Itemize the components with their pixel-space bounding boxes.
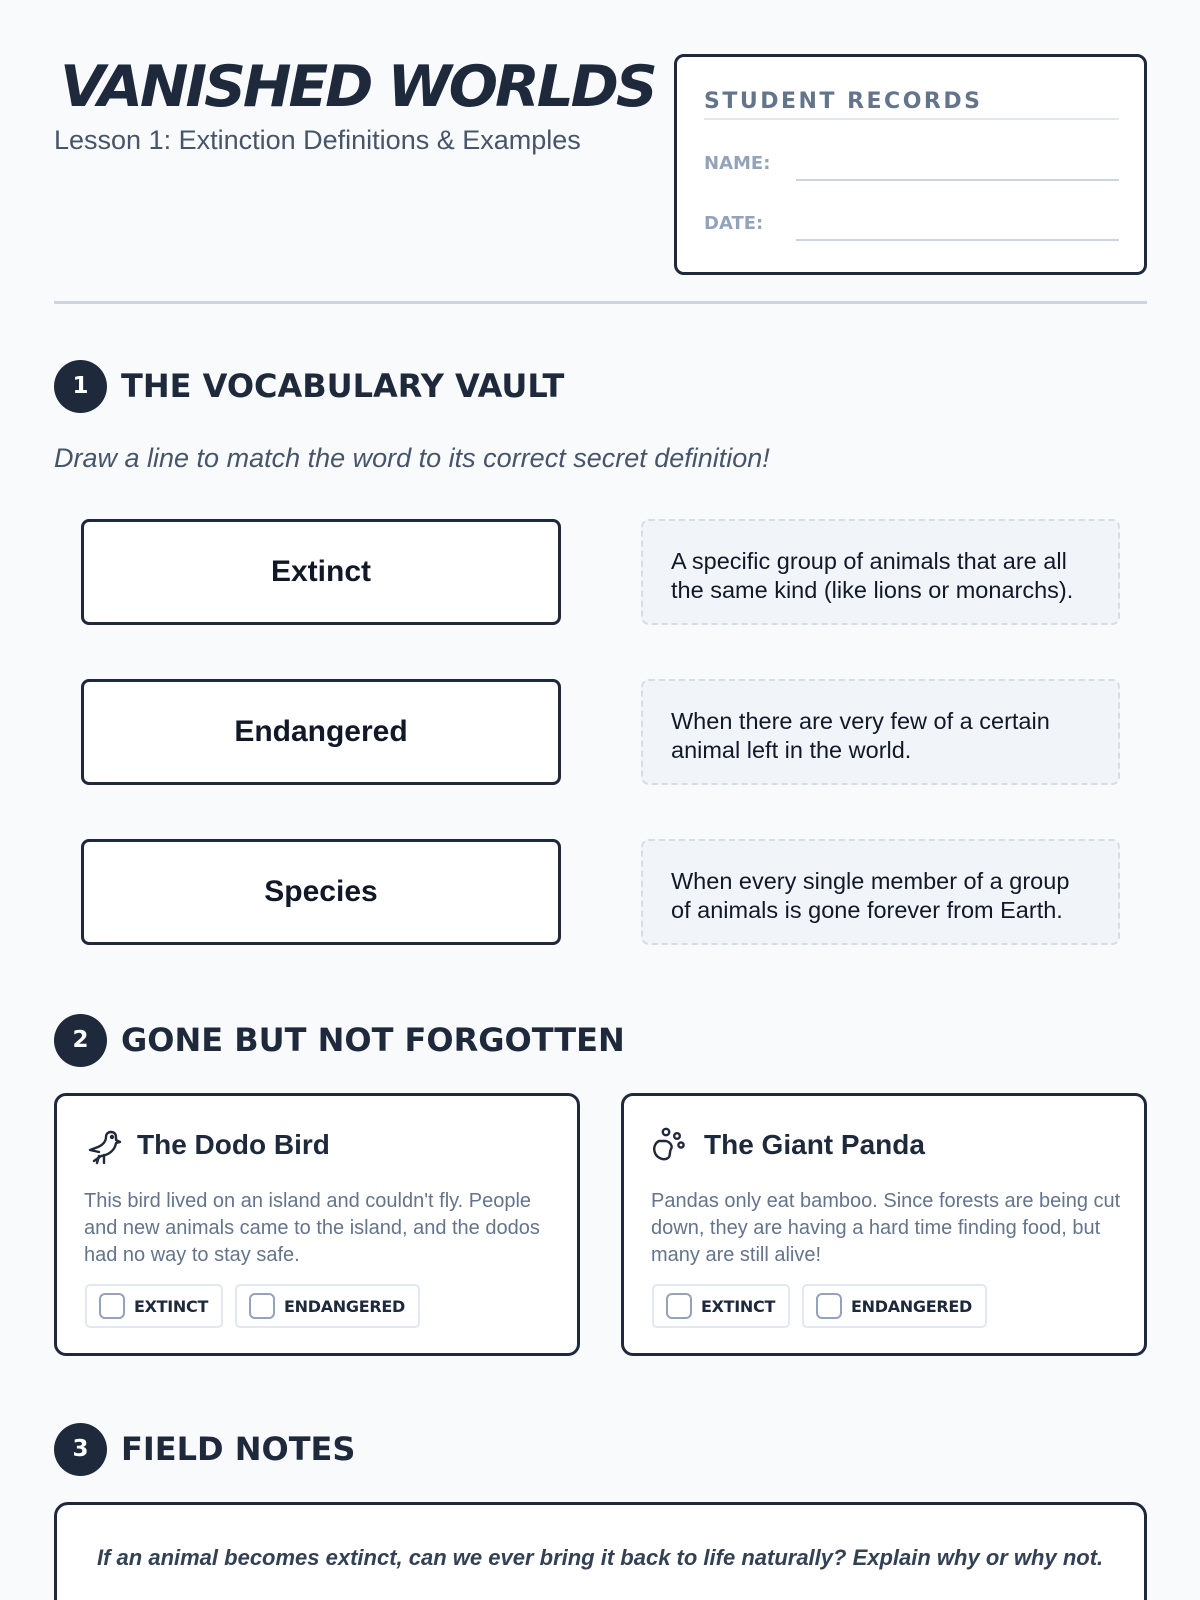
student-records-title: STUDENT RECORDS: [704, 89, 1119, 120]
section-vocabulary-heading: [54, 360, 954, 414]
definition-text: When there are very few of a certain animal left in the world.: [671, 708, 1050, 763]
vocab-word-extinct[interactable]: Extinct: [81, 519, 561, 625]
name-field[interactable]: [796, 179, 1119, 181]
section-title: FIELD NOTES: [121, 1430, 356, 1468]
checkbox-square[interactable]: [99, 1293, 125, 1319]
vocab-instruction: Draw a line to match the word to its correct secret definition!: [54, 443, 770, 473]
checkbox-square[interactable]: [816, 1293, 842, 1319]
definition-text: A specific group of animals that are all the same kind (like lions or monarchs).: [671, 548, 1074, 603]
endangered-checkbox[interactable]: [802, 1284, 987, 1328]
date-field[interactable]: [796, 239, 1119, 241]
extinct-checkbox[interactable]: [652, 1284, 790, 1328]
animal-card-title: The Dodo Bird: [137, 1129, 330, 1160]
animal-card-panda: [621, 1093, 1147, 1356]
section-gone-heading: [54, 1014, 954, 1068]
checkbox-label: EXTINCT: [701, 1296, 776, 1316]
definition-card[interactable]: [641, 839, 1120, 945]
checkbox-label: ENDANGERED: [284, 1296, 405, 1316]
endangered-checkbox[interactable]: [235, 1284, 420, 1328]
field-notes-question: If an animal becomes extinct, can we ever bring it back to life naturally? Explain why or why not.: [97, 1545, 1104, 1570]
animal-card-title: The Giant Panda: [704, 1129, 925, 1160]
section-field-notes-heading: [54, 1423, 954, 1477]
section-number-badge: 1: [54, 360, 107, 413]
animal-card-description: This bird lived on an island and couldn't fly. People and new animals came to the island, and the dodos had no way to stay safe.: [84, 1190, 540, 1266]
lesson-subtitle: Lesson 1: Extinction Definitions & Examples: [54, 125, 581, 155]
paw-icon: [651, 1126, 691, 1166]
name-row: [704, 147, 1119, 181]
vocab-word-species[interactable]: Species: [81, 839, 561, 945]
section-number-badge: 3: [54, 1423, 107, 1476]
section-title: GONE BUT NOT FORGOTTEN: [121, 1021, 625, 1059]
student-records-panel: [674, 54, 1147, 275]
checkbox-square[interactable]: [666, 1293, 692, 1319]
extinct-checkbox[interactable]: [85, 1284, 223, 1328]
definition-card[interactable]: [641, 519, 1120, 625]
checkbox-label: ENDANGERED: [851, 1296, 972, 1316]
checkbox-label: EXTINCT: [134, 1296, 209, 1316]
checkbox-square[interactable]: [249, 1293, 275, 1319]
section-number-badge: 2: [54, 1014, 107, 1067]
worksheet-page: [54, 0, 1147, 1600]
bird-icon: [84, 1126, 124, 1166]
section-title: THE VOCABULARY VAULT: [121, 367, 565, 405]
definition-text: When every single member of a group of animals is gone forever from Earth.: [671, 868, 1070, 923]
animal-card-description: Pandas only eat bamboo. Since forests are being cut down, they are having a hard time finding food, but many are still alive!: [651, 1190, 1121, 1266]
worksheet-title: VANISHED WORLDS: [60, 54, 655, 120]
date-row: [704, 207, 1119, 241]
animal-card-dodo: [54, 1093, 580, 1356]
header-divider: [54, 301, 1147, 304]
vocab-word-endangered[interactable]: Endangered: [81, 679, 561, 785]
definition-card[interactable]: [641, 679, 1120, 785]
name-label: NAME:: [704, 153, 771, 174]
field-notes-box[interactable]: [54, 1502, 1147, 1600]
date-label: DATE:: [704, 213, 764, 234]
